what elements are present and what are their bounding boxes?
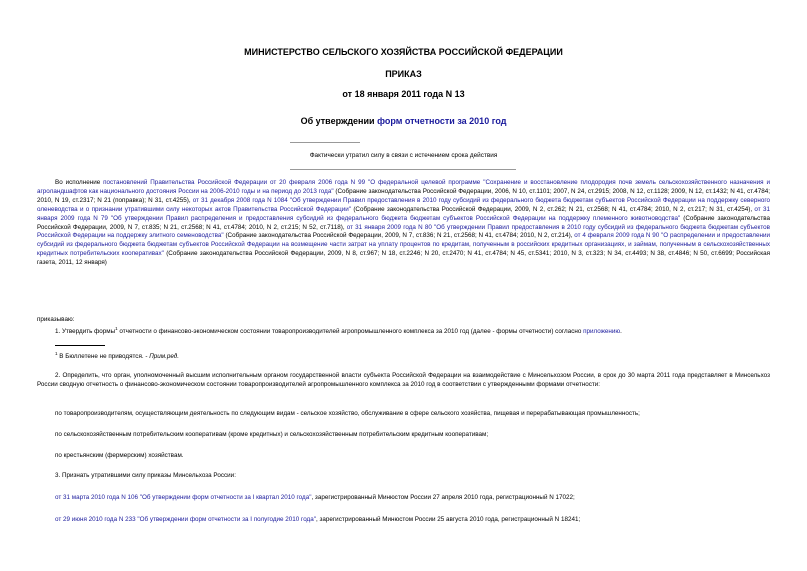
footnote-mark: 1 (55, 351, 58, 356)
item-2-paragraph: 2. Определить, что орган, уполномоченный высшим исполнительным органом государственной власти субъекта Российской Федерации на взаимодействие с Минсельхозом России, в срок до 30 марта 2011 года представляет в Минсельхоз России сводную отчетность о финансово-экономическом состоянии товаропроизводителей агропромышленного комплекса за 2010 год в соответствии с утвержденными формами отчетности: (37, 372, 770, 388)
preamble-text-0: Во исполнение (55, 179, 104, 186)
item-3: 3. Признать утратившими силу приказы Минсельхоза России: (55, 472, 236, 479)
preamble-text-5: (Собрание законодательства Российской Федерации, 2009, N 8, ст.967; N 18, ст.2246; N 20, ст.2470; N 41, ст.4784; N 45, ст.5341; 2010, N 3, ст.323; N 34, ст.4493; N 38, ст.4846; N 50, ст.6699; Российская газета, 2011, 12 января) (37, 250, 770, 267)
bullet-producers: по товаропроизводителям, осуществляющим деятельность по следующим видам - сельское хозяйство, обслуживание в сфере сельского хозяйства, пищевая и перерабатывающая промышленность; (55, 410, 640, 417)
preamble-link-decree-79[interactable]: от 31 января 2009 года N 79 "Об утверждении Правил распределения и предоставления субсидий из федерального бюджета бюджетам субъектов Российской Федерации на поддержку племенного животноводства" (37, 205, 770, 222)
title-forms-link[interactable]: форм отчетности за 2010 год (377, 116, 507, 126)
preamble-text-2: (Собрание законодательства Российской Федерации, 2009, N 2, ст.262; N 21, ст.2568; N 41, ст.4784; 2010, N 2, ст.217; N 31, ст.4254), (351, 205, 755, 213)
orders-label: приказываю: (37, 316, 75, 323)
preamble-paragraph (37, 179, 770, 268)
preamble-link-decree-90[interactable]: от 4 февраля 2009 года N 90 "О распределении и предоставлении субсидий из федерального бюджета бюджетам субъектов Российской Федерации на возмещение части затрат на уплату процентов по кредитам, полученным в российских кредитных организациях, и займам, полученным в сельскохозяйственных кредитных потребительских кооперативах" (37, 232, 770, 258)
footnote-editor-note: Прим.ред. (149, 353, 180, 361)
order-date: от 18 января 2011 года N 13 (342, 89, 465, 99)
footnote-text: В Бюллетене не приводятся. - (57, 353, 150, 361)
status-note: Фактически утратил силу в связи с истечением срока действия (309, 152, 498, 159)
preamble-link-decree-80[interactable]: от 31 января 2009 года N 80 "Об утверждении Правил предоставления в 2010 году субсидий из федерального бюджета бюджетам субъектов Российской Федерации на поддержку элитного семеноводства" (37, 223, 770, 240)
order-heading: ПРИКАЗ (385, 69, 422, 79)
bullet-cooperatives: по сельскохозяйственным потребительским кооперативам (кроме кредитных) и сельскохозяйственным потребительским кредитным кооперативам; (55, 431, 489, 438)
preamble-link-decree-99[interactable]: постановлений Правительства Российской Федерации от 20 февраля 2006 года N 99 "О федеральной целевой программе "Сохранение и восстановление плодородия почв земель сельскохозяйственного назначения и агроландшафтов как национального достояния России на 2006-2010 годы и на период до 2013 года" (37, 179, 770, 195)
preamble-text-4: (Собрание законодательства Российской Федерации, 2009, N 7, ст.836; N 21, ст.2568; N 41, ст.4784; 2010, N 2, ст.214), (223, 232, 575, 240)
repealed-order-106 (55, 494, 575, 502)
item-1-text: 1. Утвердить формы (55, 328, 116, 336)
divider-top (290, 142, 360, 143)
divider-bottom (290, 169, 516, 170)
item-1-footnote-mark: 1 (115, 326, 118, 331)
item-1-end: . (620, 328, 622, 336)
document-title (0, 116, 807, 126)
footnote (55, 350, 179, 361)
repealed-order-106-text: , зарегистрированный Минюстом России 27 апреля 2010 года, регистрационный N 17022; (311, 494, 575, 501)
preamble-text-1: (Собрание законодательства Российской Федерации, 2006, N 10, ст.1101; 2007, N 24, ст.2915; 2008, N 12, ст.1128; 2009, N 12, ст.1432; N 41, ст.4784; 2010, N 19, ст.2317; N 21 (поправка); N 31, ст.4255), (37, 187, 770, 204)
repealed-order-106-link[interactable]: от 31 марта 2010 года N 106 "Об утверждении форм отчетности за I квартал 2010 года" (55, 494, 312, 501)
repealed-order-233-text: , зарегистрированный Минюстом России 25 августа 2010 года, регистрационный N 18241; (315, 516, 581, 523)
preamble-text-3: (Собрание законодательства Российской Федерации, 2009, N 7, ст.835; N 21, ст.2568; N 41, ст.4784; 2010, N 2, ст.215; N 52, ст.7118), (37, 214, 770, 231)
ministry-heading: МИНИСТЕРСТВО СЕЛЬСКОГО ХОЗЯЙСТВА РОССИЙСКОЙ ФЕДЕРАЦИИ (244, 47, 563, 57)
repealed-order-233-link[interactable]: от 29 июня 2010 года N 233 "Об утверждении форм отчетности за I полугодие 2010 года" (55, 516, 316, 523)
preamble-link-decree-1084[interactable]: от 31 декабря 2008 года N 1084 "Об утверждении Правил предоставления в 2010 году субсидий из федерального бюджета бюджетам субъектов Российской Федерации на поддержку северного оленеводства и о признании утратившими силу некоторых актов Правительства Российской Федерации" (37, 196, 770, 213)
item-1 (55, 325, 622, 336)
footnote-divider (55, 345, 105, 346)
item-1-appendix-link[interactable]: приложению (583, 328, 621, 336)
item-1-text-2: отчетности о финансово-экономическом состоянии товаропроизводителей агропромышленного комплекса за 2010 год (далее - формы отчетности) согласно (117, 328, 584, 336)
title-prefix: Об утверждении (300, 116, 378, 126)
bullet-farms: по крестьянским (фермерским) хозяйствам. (55, 452, 184, 459)
repealed-order-233 (55, 516, 580, 524)
